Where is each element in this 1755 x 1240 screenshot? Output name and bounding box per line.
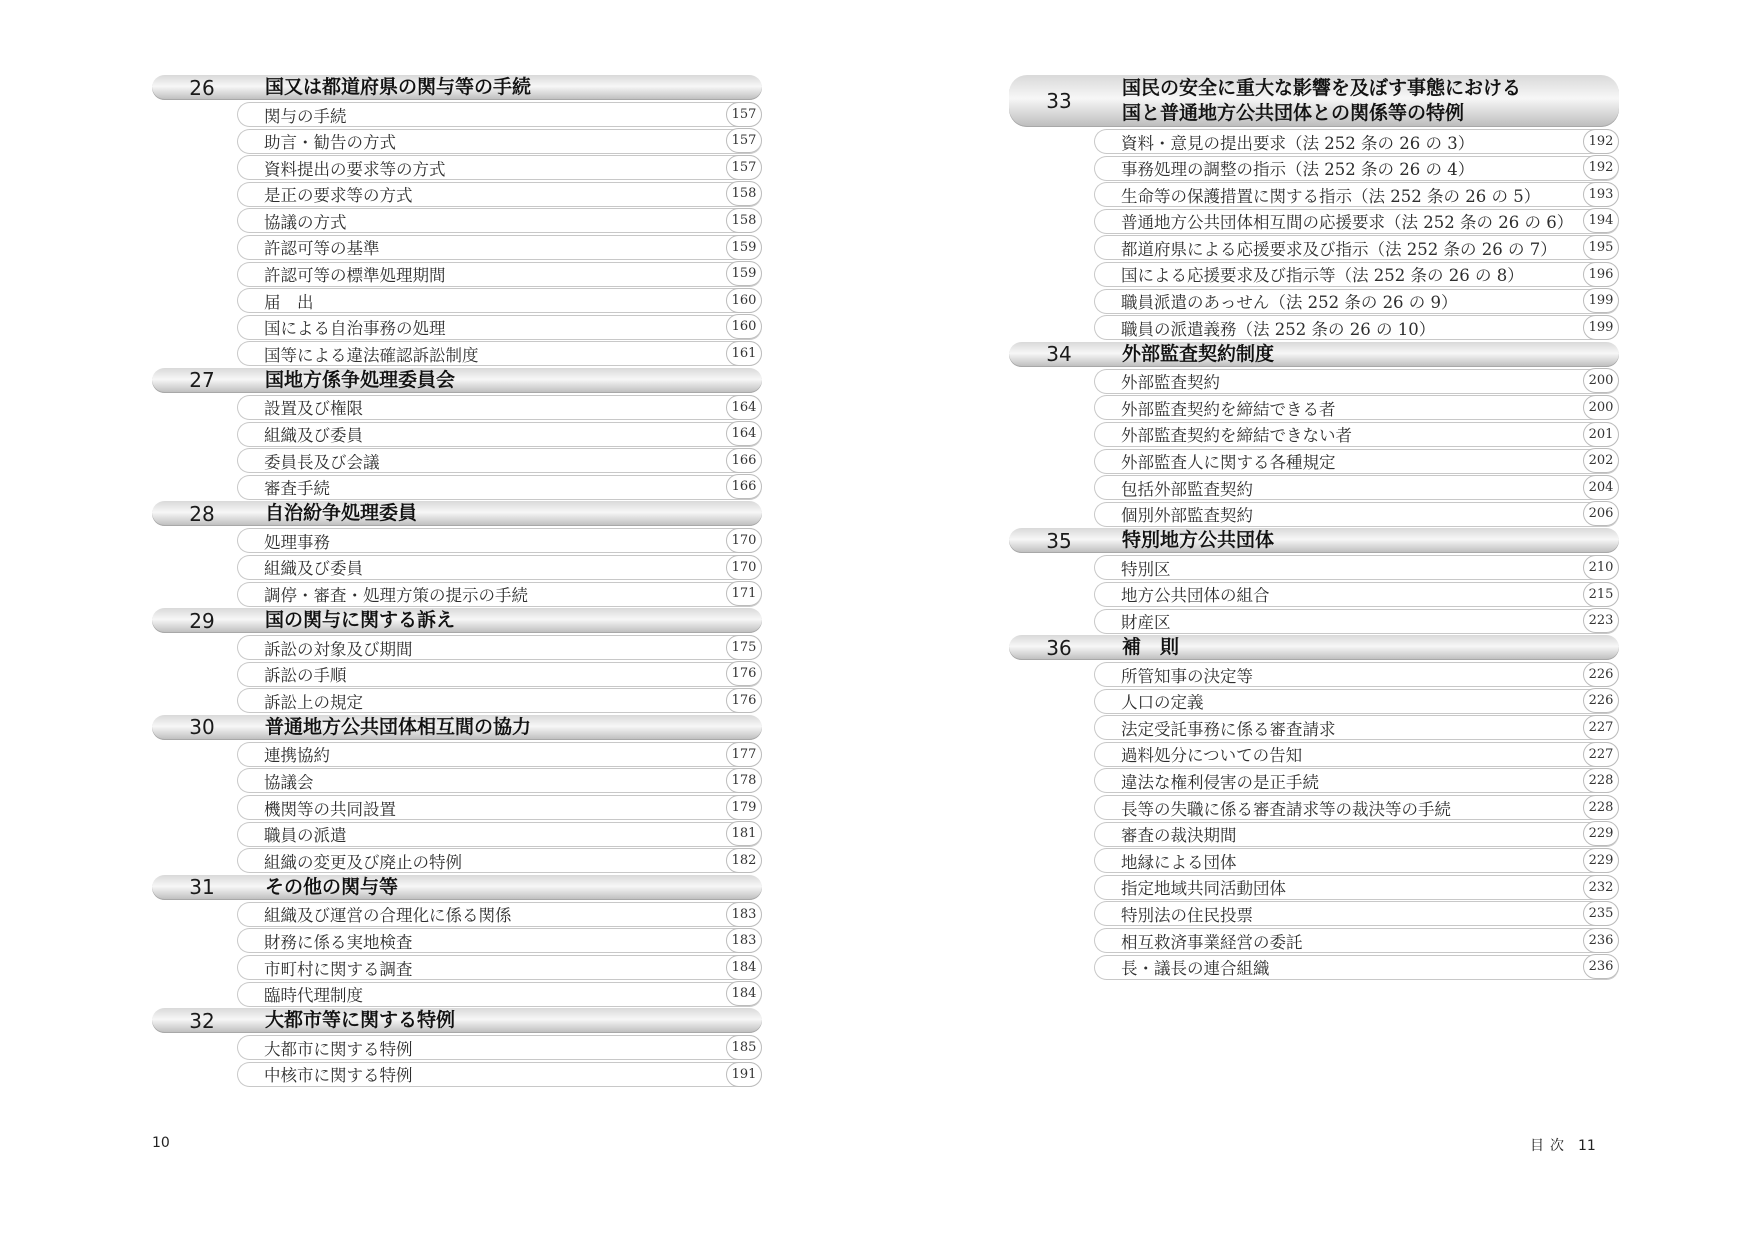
toc-entry[interactable]	[1094, 848, 1619, 873]
entry-page-number: 191	[726, 1062, 762, 1087]
toc-entry[interactable]	[237, 955, 762, 980]
entry-label: 中核市に関する特例	[264, 1066, 413, 1086]
entry-label: 処理事務	[264, 532, 330, 552]
toc-entry[interactable]	[237, 475, 762, 500]
chapter-title: 国民の安全に重大な影響を及ぼす事態における 国と普通地方公共団体との関係等の特例	[1122, 77, 1522, 124]
toc-chapter	[152, 608, 762, 713]
entry-page-number: 166	[726, 448, 762, 473]
entry-label: 相互救済事業経営の委託	[1121, 932, 1303, 952]
chapter-title: 国の関与に関する訴え	[265, 609, 456, 632]
toc-chapter	[152, 875, 762, 1007]
page-number: 10	[152, 1135, 170, 1151]
chapter-heading[interactable]	[152, 368, 762, 393]
toc-entry[interactable]	[237, 982, 762, 1007]
entry-page-number: 166	[726, 474, 762, 499]
toc-entry[interactable]	[237, 848, 762, 873]
entry-label: 外部監査人に関する各種規定	[1121, 453, 1336, 473]
toc-entry[interactable]	[1094, 209, 1619, 234]
entry-page-number: 178	[726, 768, 762, 793]
chapter-number: 26	[189, 75, 215, 100]
toc-entry[interactable]	[237, 208, 762, 233]
chapter-title: 補 則	[1122, 636, 1180, 659]
toc-entry[interactable]	[237, 928, 762, 953]
entry-list	[237, 102, 762, 366]
toc-chapter	[152, 368, 762, 500]
chapter-title: 自治紛争処理委員	[265, 502, 418, 525]
entry-page-number: 228	[1583, 768, 1619, 793]
chapter-number: 29	[189, 608, 215, 633]
entry-label: 法定受託事務に係る審査請求	[1121, 719, 1336, 739]
entry-label: 過料処分についての告知	[1121, 746, 1303, 766]
toc-entry[interactable]	[237, 315, 762, 340]
entry-label: 連携協約	[264, 746, 330, 766]
entry-label: 職員の派遣	[264, 826, 347, 846]
toc-entry[interactable]	[237, 555, 762, 580]
entry-page-number: 164	[726, 421, 762, 446]
entry-list	[237, 742, 762, 873]
toc-entry[interactable]	[1094, 395, 1619, 420]
entry-page-number: 194	[1583, 208, 1619, 233]
entry-label: 訴訟上の規定	[264, 692, 363, 712]
entry-page-number: 195	[1583, 235, 1619, 260]
toc-entry[interactable]	[1094, 955, 1619, 980]
chapter-heading[interactable]	[152, 1008, 762, 1033]
toc-entry[interactable]	[237, 395, 762, 420]
toc-entry[interactable]	[237, 795, 762, 820]
entry-label: 職員派遣のあっせん（法 252 条の 26 の 9）	[1121, 293, 1458, 313]
entry-page-number: 215	[1583, 582, 1619, 607]
toc-entry[interactable]	[237, 662, 762, 687]
entry-label: 事務処理の調整の指示（法 252 条の 26 の 4）	[1121, 160, 1475, 180]
entry-list	[237, 635, 762, 713]
chapter-number: 27	[189, 368, 215, 393]
entry-label: 地方公共団体の組合	[1121, 586, 1270, 606]
entry-label: 届 出	[264, 292, 314, 312]
entry-list	[237, 528, 762, 606]
chapter-number: 32	[189, 1008, 215, 1033]
toc-entry[interactable]	[1094, 502, 1619, 527]
toc-entry[interactable]	[1094, 129, 1619, 154]
entry-label: 人口の定義	[1121, 693, 1204, 713]
chapter-number: 34	[1046, 342, 1072, 367]
toc-chapter	[152, 715, 762, 873]
entry-page-number: 229	[1583, 848, 1619, 873]
chapter-heading[interactable]	[1009, 75, 1619, 127]
entry-page-number: 227	[1583, 742, 1619, 767]
entry-label: 外部監査契約を締結できない者	[1121, 426, 1352, 446]
entry-page-number: 179	[726, 795, 762, 820]
entry-page-number: 204	[1583, 475, 1619, 500]
entry-page-number: 182	[726, 848, 762, 873]
entry-page-number: 196	[1583, 262, 1619, 287]
toc-entry[interactable]	[237, 688, 762, 713]
entry-page-number: 201	[1583, 422, 1619, 447]
toc-entry[interactable]	[1094, 475, 1619, 500]
entry-page-number: 181	[726, 821, 762, 846]
entry-label: 普通地方公共団体相互間の応援要求（法 252 条の 26 の 6）	[1121, 213, 1574, 233]
entry-label: 組織及び運営の合理化に係る関係	[264, 906, 512, 926]
entry-page-number: 200	[1583, 368, 1619, 393]
entry-label: 是正の要求等の方式	[264, 186, 413, 206]
toc-entry[interactable]	[237, 288, 762, 313]
entry-page-number: 160	[726, 288, 762, 313]
entry-label: 都道府県による応援要求及び指示（法 252 条の 26 の 7）	[1121, 239, 1557, 259]
page-number-left	[152, 1135, 170, 1151]
entry-label: 指定地域共同活動団体	[1121, 879, 1286, 899]
toc-entry[interactable]	[1094, 315, 1619, 340]
toc-entry[interactable]	[237, 155, 762, 180]
entry-label: 国による応援要求及び指示等（法 252 条の 26 の 8）	[1121, 266, 1524, 286]
entry-label: 審査手続	[264, 479, 330, 499]
toc-entry[interactable]	[1094, 875, 1619, 900]
entry-list	[237, 1035, 762, 1087]
chapter-heading[interactable]	[152, 501, 762, 526]
chapter-heading[interactable]	[152, 75, 762, 100]
entry-page-number: 226	[1583, 688, 1619, 713]
entry-page-number: 236	[1583, 954, 1619, 979]
entry-page-number: 158	[726, 181, 762, 206]
entry-label: 国等による違法確認訴訟制度	[264, 345, 479, 365]
toc-chapter	[152, 1008, 762, 1087]
entry-page-number: 185	[726, 1035, 762, 1060]
entry-label: 外部監査契約を締結できる者	[1121, 399, 1336, 419]
entry-label: 調停・審査・処理方策の提示の手続	[264, 586, 528, 605]
entry-label: 国による自治事務の処理	[264, 319, 446, 339]
entry-label: 助言・勧告の方式	[264, 133, 396, 153]
toc-entry[interactable]	[1094, 422, 1619, 447]
entry-page-number: 228	[1583, 795, 1619, 820]
entry-label: 臨時代理制度	[264, 986, 363, 1006]
entry-page-number: 202	[1583, 448, 1619, 473]
toc-entry[interactable]	[1094, 768, 1619, 793]
toc-entry[interactable]	[1094, 742, 1619, 767]
toc-entry[interactable]	[1094, 262, 1619, 287]
entry-list	[1094, 662, 1619, 980]
entry-label: 特別法の住民投票	[1121, 905, 1253, 925]
toc-entry[interactable]	[1094, 555, 1619, 580]
running-head: 目次	[1530, 1138, 1570, 1154]
toc-chapter	[1009, 528, 1619, 633]
entry-label: 訴訟の対象及び期間	[264, 639, 413, 659]
entry-label: 機関等の共同設置	[264, 799, 396, 819]
entry-page-number: 159	[726, 261, 762, 286]
entry-page-number: 236	[1583, 928, 1619, 953]
entry-label: 協議会	[264, 772, 314, 792]
toc-entry[interactable]	[237, 422, 762, 447]
entry-page-number: 199	[1583, 288, 1619, 313]
entry-page-number: 206	[1583, 501, 1619, 526]
entry-page-number: 157	[726, 128, 762, 153]
toc-entry[interactable]	[1094, 235, 1619, 260]
chapter-title: 大都市等に関する特例	[265, 1009, 456, 1032]
chapter-heading[interactable]	[1009, 528, 1619, 553]
chapter-number: 33	[1046, 89, 1072, 113]
entry-page-number: 193	[1583, 182, 1619, 207]
entry-label: 許認可等の標準処理期間	[264, 266, 446, 286]
right-page-toc	[1009, 75, 1619, 981]
page-number: 11	[1578, 1138, 1596, 1154]
toc-entry[interactable]	[237, 129, 762, 154]
entry-page-number: 176	[726, 661, 762, 686]
entry-page-number: 170	[726, 528, 762, 553]
entry-page-number: 229	[1583, 821, 1619, 846]
entry-page-number: 226	[1583, 662, 1619, 687]
toc-entry[interactable]	[237, 182, 762, 207]
entry-label: 包括外部監査契約	[1121, 479, 1253, 499]
toc-entry[interactable]	[1094, 715, 1619, 740]
entry-page-number: 235	[1583, 901, 1619, 926]
chapter-title: 外部監査契約制度	[1122, 342, 1275, 365]
entry-page-number: 183	[726, 902, 762, 927]
toc-entry[interactable]	[237, 102, 762, 127]
entry-page-number: 223	[1583, 608, 1619, 633]
toc-entry[interactable]	[1094, 822, 1619, 847]
toc-chapter	[152, 501, 762, 606]
entry-page-number: 170	[726, 555, 762, 580]
toc-entry[interactable]	[237, 1062, 762, 1087]
entry-label: 大都市に関する特例	[264, 1039, 413, 1059]
toc-entry[interactable]	[1094, 901, 1619, 926]
toc-entry[interactable]	[237, 528, 762, 553]
entry-label: 資料提出の要求等の方式	[264, 159, 446, 179]
entry-page-number: 184	[726, 955, 762, 980]
toc-entry[interactable]	[237, 1035, 762, 1060]
entry-page-number: 227	[1583, 715, 1619, 740]
entry-label: 特別区	[1121, 559, 1171, 579]
entry-page-number: 192	[1583, 129, 1619, 154]
toc-entry[interactable]	[1094, 795, 1619, 820]
toc-entry[interactable]	[237, 635, 762, 660]
entry-page-number: 158	[726, 208, 762, 233]
chapter-title: 国地方係争処理委員会	[265, 368, 456, 391]
toc-chapter	[1009, 342, 1619, 527]
toc-chapter	[152, 75, 762, 366]
toc-entry[interactable]	[1094, 289, 1619, 314]
chapter-title: その他の関与等	[265, 875, 399, 898]
entry-label: 長等の失職に係る審査請求等の裁決等の手続	[1121, 799, 1451, 819]
entry-page-number: 192	[1583, 155, 1619, 180]
entry-label: 組織及び委員	[264, 426, 363, 446]
chapter-title: 普通地方公共団体相互間の協力	[265, 715, 532, 738]
entry-list	[1094, 369, 1619, 527]
entry-page-number: 183	[726, 928, 762, 953]
toc-entry[interactable]	[1094, 609, 1619, 634]
toc-chapter	[1009, 75, 1619, 340]
entry-label: 地縁による団体	[1121, 852, 1237, 872]
chapter-heading[interactable]	[1009, 635, 1619, 660]
entry-label: 関与の手続	[264, 106, 347, 126]
entry-label: 協議の方式	[264, 212, 347, 232]
toc-entry[interactable]	[1094, 928, 1619, 953]
entry-label: 長・議長の連合組織	[1121, 959, 1270, 979]
toc-entry[interactable]	[237, 341, 762, 366]
entry-page-number: 232	[1583, 875, 1619, 900]
entry-list	[237, 395, 762, 500]
toc-entry[interactable]	[1094, 662, 1619, 687]
entry-label: 所管知事の決定等	[1121, 666, 1253, 686]
entry-label: 委員長及び会議	[264, 452, 380, 472]
toc-entry[interactable]	[237, 235, 762, 260]
entry-list	[1094, 129, 1619, 340]
chapter-heading[interactable]	[152, 875, 762, 900]
entry-label: 許認可等の基準	[264, 239, 380, 259]
entry-label: 市町村に関する調査	[264, 959, 413, 979]
toc-entry[interactable]	[1094, 582, 1619, 607]
chapter-number: 28	[189, 501, 215, 526]
entry-list	[237, 902, 762, 1007]
toc-entry[interactable]	[237, 582, 762, 607]
entry-page-number: 175	[726, 635, 762, 660]
toc-entry[interactable]	[237, 768, 762, 793]
entry-page-number: 177	[726, 742, 762, 767]
toc-entry[interactable]	[1094, 449, 1619, 474]
left-page-toc	[152, 75, 762, 1088]
entry-page-number: 199	[1583, 315, 1619, 340]
entry-page-number: 160	[726, 314, 762, 339]
entry-label: 組織及び委員	[264, 559, 363, 579]
toc-entry[interactable]	[237, 448, 762, 473]
toc-entry[interactable]	[237, 262, 762, 287]
chapter-heading[interactable]	[1009, 342, 1619, 367]
entry-page-number: 157	[726, 155, 762, 180]
entry-label: 訴訟の手順	[264, 666, 347, 686]
chapter-number: 35	[1046, 528, 1072, 553]
toc-entry[interactable]	[237, 902, 762, 927]
entry-page-number: 157	[726, 102, 762, 127]
entry-label: 審査の裁決期間	[1121, 826, 1237, 846]
entry-page-number: 161	[726, 341, 762, 366]
entry-label: 設置及び権限	[264, 399, 363, 419]
entry-page-number: 210	[1583, 555, 1619, 580]
entry-label: 個別外部監査契約	[1121, 506, 1253, 526]
entry-label: 財務に係る実地検査	[264, 932, 413, 952]
entry-page-number: 171	[726, 581, 762, 606]
page-number-right	[1530, 1135, 1596, 1155]
chapter-title: 国又は都道府県の関与等の手続	[265, 76, 532, 98]
chapter-heading[interactable]	[152, 608, 762, 633]
chapter-heading[interactable]	[152, 715, 762, 740]
toc-entry[interactable]	[1094, 156, 1619, 181]
entry-label: 組織の変更及び廃止の特例	[264, 852, 462, 872]
toc-entry[interactable]	[1094, 369, 1619, 394]
entry-label: 外部監査契約	[1121, 373, 1220, 393]
entry-label: 資料・意見の提出要求（法 252 条の 26 の 3）	[1121, 133, 1475, 153]
entry-page-number: 159	[726, 235, 762, 260]
chapter-title: 特別地方公共団体	[1122, 529, 1275, 552]
entry-label: 生命等の保護措置に関する指示（法 252 条の 26 の 5）	[1121, 186, 1541, 206]
entry-page-number: 164	[726, 395, 762, 420]
toc-entry[interactable]	[237, 742, 762, 767]
entry-page-number: 184	[726, 981, 762, 1006]
entry-label: 職員の派遣義務（法 252 条の 26 の 10）	[1121, 319, 1436, 339]
entry-label: 財産区	[1121, 613, 1171, 632]
toc-entry[interactable]	[237, 822, 762, 847]
toc-entry[interactable]	[1094, 182, 1619, 207]
entry-page-number: 200	[1583, 395, 1619, 420]
chapter-number: 36	[1046, 635, 1072, 660]
entry-label: 違法な権利侵害の是正手続	[1121, 772, 1319, 792]
entry-list	[1094, 555, 1619, 633]
chapter-number: 31	[189, 875, 215, 900]
entry-page-number: 176	[726, 688, 762, 713]
toc-entry[interactable]	[1094, 689, 1619, 714]
toc-chapter	[1009, 635, 1619, 980]
chapter-number: 30	[189, 715, 215, 740]
